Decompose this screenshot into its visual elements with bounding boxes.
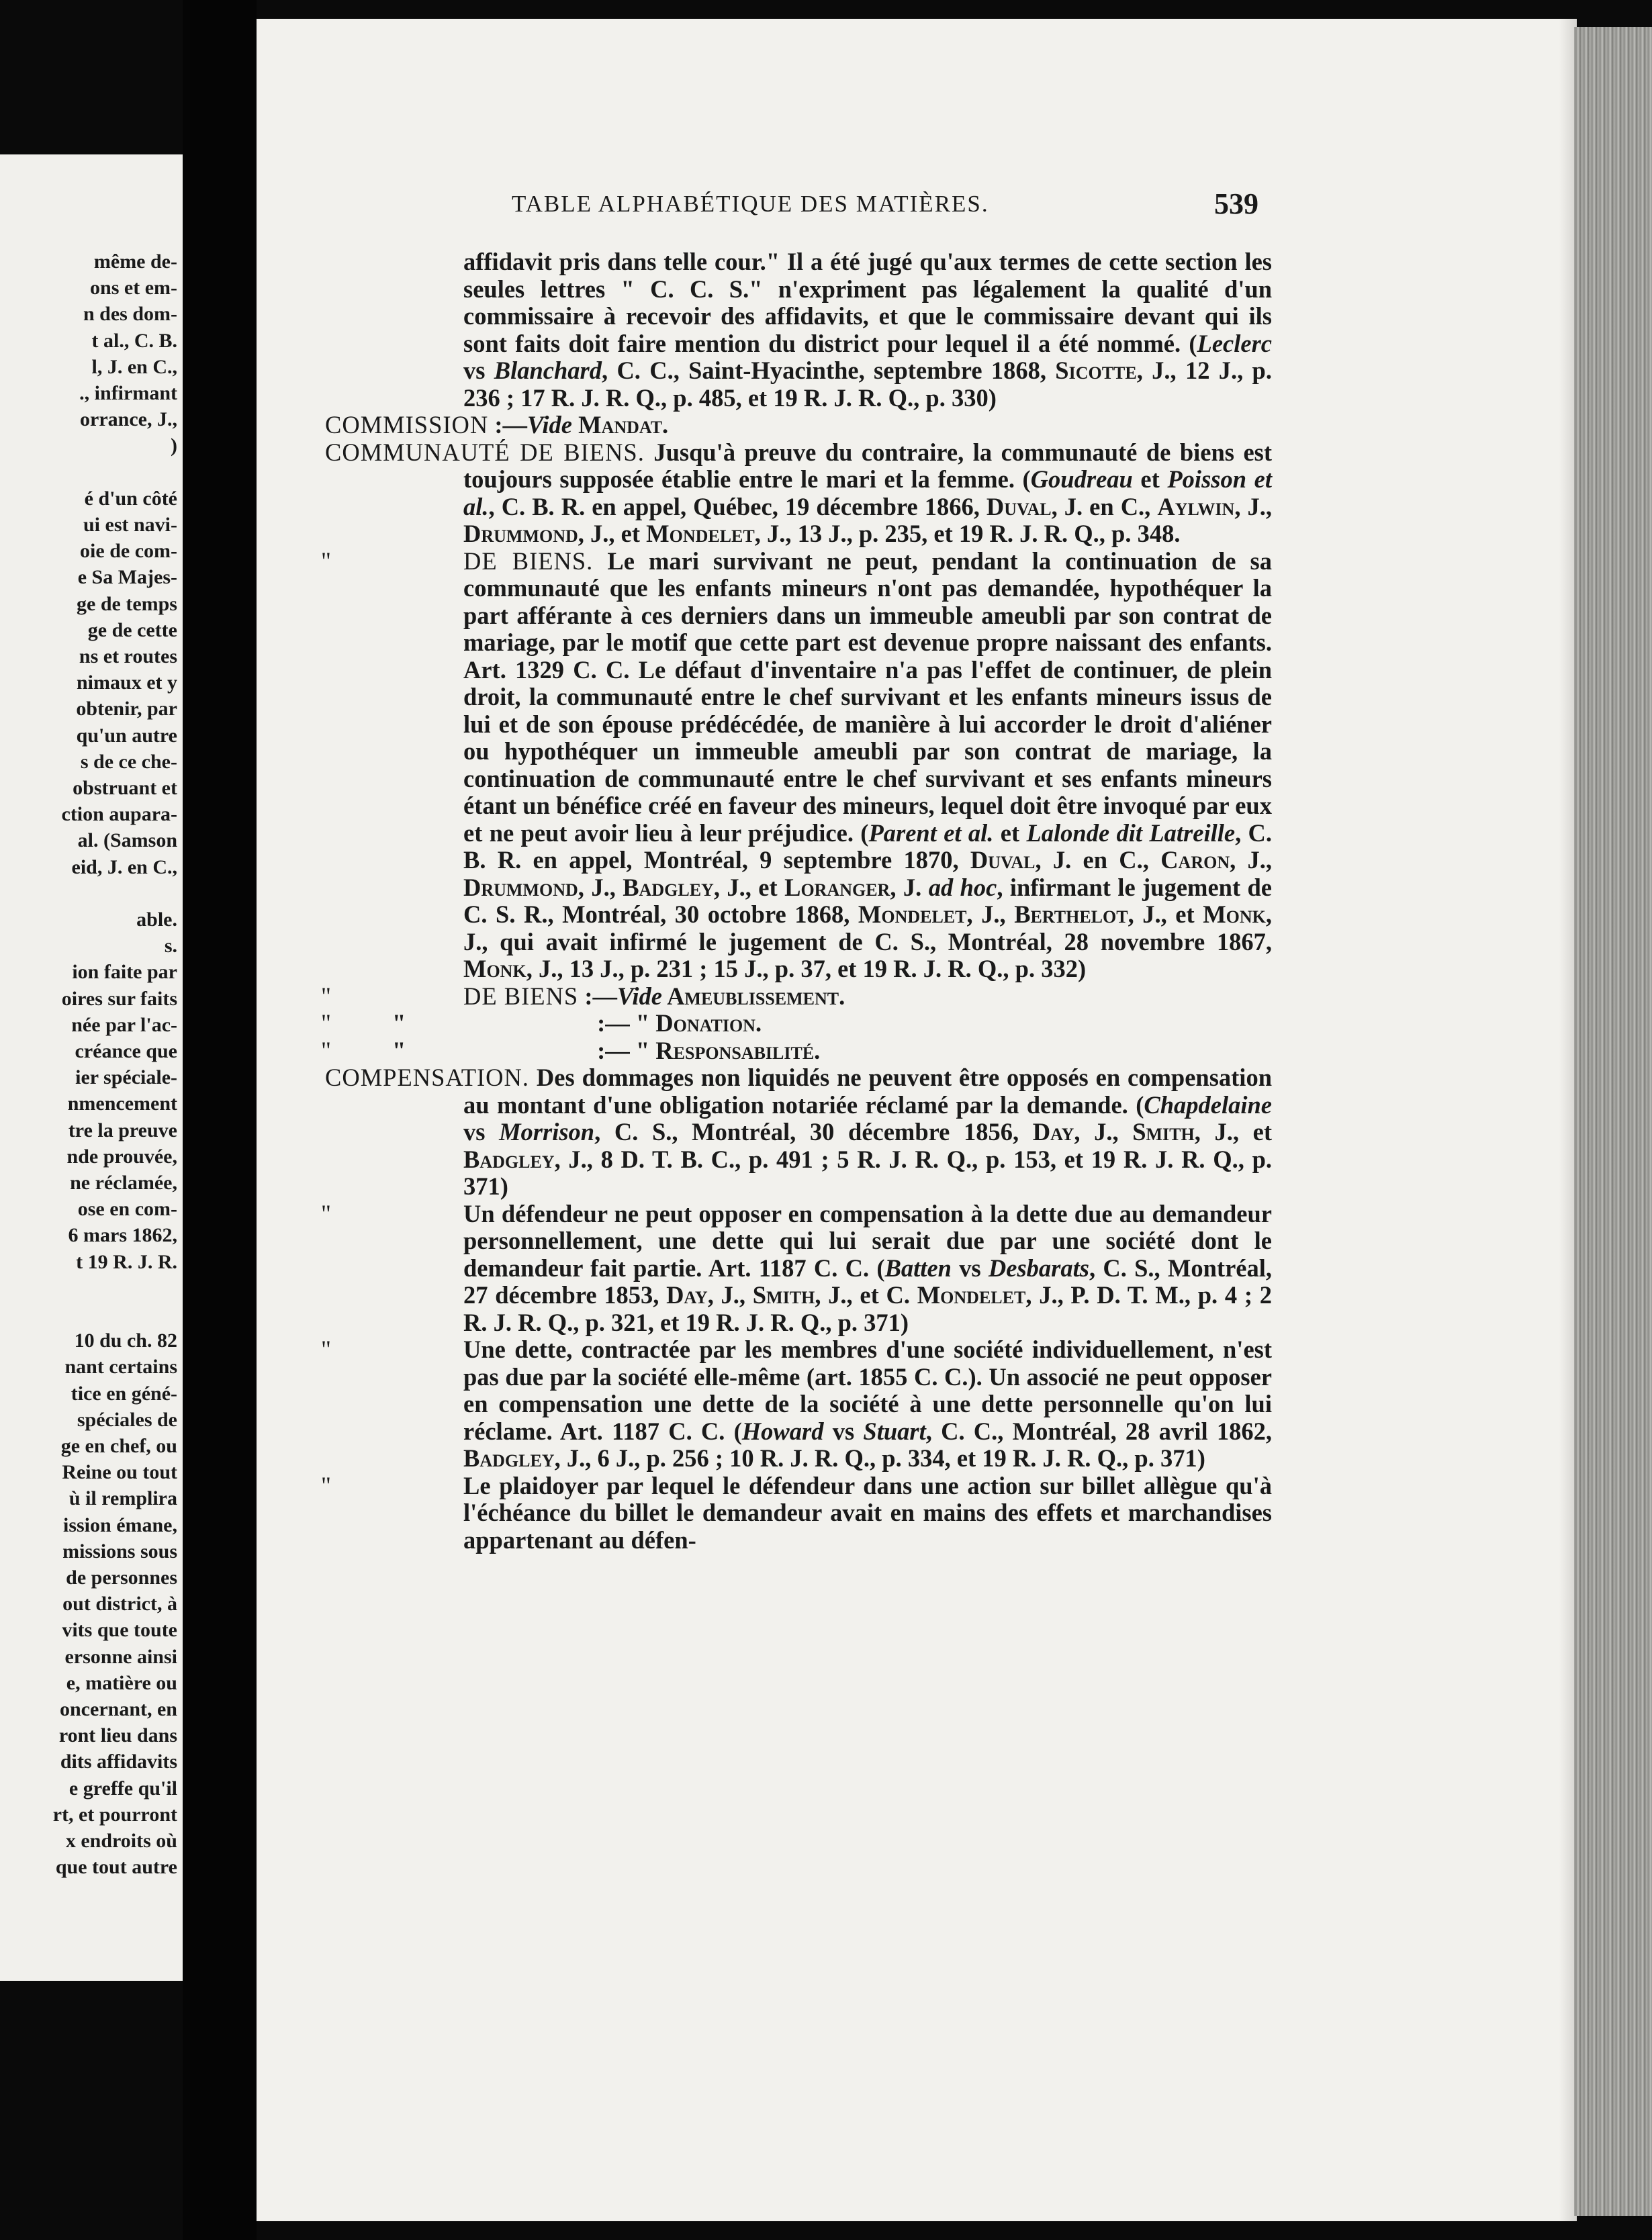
entry-keyword: COMMUNAUTÉ DE BIENS. <box>325 438 645 466</box>
left-page-line: ui est navi- <box>83 514 177 536</box>
left-page-line: ne réclamée, <box>70 1172 177 1194</box>
entry-de-biens-continuation: " DE BIENS. Le mari survivant ne peut, pendant la continuation de sa communauté que les enfants mineurs n'ont pas demandée, hypothéquer la part afférante à ces derniers dans un immeuble ameubli par son contrat de mariage, par le motif que cette part est devenue propre naissant des enfants. Art. 1329 C. C. Le défaut d'inventaire n'a pas l'effet de continuer, de plein droit, la communauté entre le chef survivant et les enfants mineurs issus de lui et de son épouse prédécédée, de manière à lui accorder le droit d'aliéner ou hypothéquer un immeuble ameubli par son contrat de mariage, la continuation de communauté entre le chef survivant et ses enfants mineurs étant un bénéfice créé en faveur des mineurs, lequel doit être invoqué par eux et ne peut avoir lieu à leur préjudice. (Parent et al. et Lalonde dit Latreille, C. B. R. en appel, Montréal, 9 septembre 1870, Duval, J. en C., Caron, J., Drummond, J., Badgley, J., et Loranger, J. ad hoc, infirmant le jugement de C. S. R., Montréal, 30 octobre 1868, Mondelet, J., Berthelot, J., et Monk, J., qui avait infirmé le jugement de C. S., Montréal, 28 novembre 1867, Monk, J., 13 J., p. 231 ; 15 J., p. 37, et 19 R. J. R. Q., p. 332) <box>321 547 1273 982</box>
ditto-mark: " <box>321 1009 331 1037</box>
left-page-line: s de ce che- <box>80 750 177 773</box>
left-page-line: créance que <box>75 1040 177 1062</box>
page-edge-stack <box>1574 27 1652 2216</box>
left-page-line: ge en chef, ou <box>60 1435 177 1457</box>
ditto-mark: " <box>321 1471 331 1499</box>
left-page-line: ., infirmant <box>79 382 177 404</box>
left-page-line: oncernant, en <box>60 1698 177 1720</box>
ditto-mark: " <box>321 1199 331 1227</box>
left-page-line: eid, J. en C., <box>71 855 177 878</box>
left-page-line: e greffe qu'il <box>68 1777 177 1800</box>
left-page-line: nimaux et y <box>77 671 177 694</box>
page-number: 539 <box>1214 187 1258 220</box>
left-page-line: ion faite par <box>72 961 177 984</box>
left-page-line: x endroits où <box>65 1830 177 1852</box>
left-page-line: ront lieu dans <box>58 1724 177 1747</box>
left-page-line: qu'un autre <box>76 724 177 747</box>
left-page-line: ge de cette <box>87 618 177 641</box>
left-page-line: obstruant et <box>73 777 177 799</box>
left-page-line: rt, et pourront <box>52 1803 177 1826</box>
left-page-line: nant certains <box>64 1356 177 1379</box>
ditto-mark: " <box>321 1036 331 1064</box>
left-page-line: al. (Samson <box>77 829 177 852</box>
left-page-line: é d'un côté <box>84 487 177 510</box>
left-page-line: orrance, J., <box>80 408 177 431</box>
entry-de-biens-vide-responsabilite: " " :— " Responsabilité. <box>321 1036 821 1064</box>
left-page-line: t al., C. B. <box>91 329 177 352</box>
entry-compensation-3: " Une dette, contractée par les membres d'une société individuellement, n'est pas due par la société elle-même (art. 1855 C. C.). Un associé ne peut opposer en compensation une dette de la société à une dette personnelle qu'on lui réclame. Art. 1187 C. C. (Howard vs Stuart, C. C., Montréal, 28 avril 1862, Badgley, J., 6 J., p. 256 ; 10 R. J. R. Q., p. 334, et 19 R. J. R. Q., p. 371) <box>321 1336 1272 1472</box>
left-page-line: de personnes <box>66 1567 177 1589</box>
left-page-line: out district, à <box>62 1593 177 1616</box>
left-page-line: née par l'ac- <box>71 1013 177 1036</box>
left-page-line: 6 mars 1862, <box>68 1224 177 1247</box>
left-page-line: tre la preuve <box>68 1119 177 1141</box>
running-header <box>512 187 1258 220</box>
left-page-line: nde prouvée, <box>66 1145 177 1168</box>
entry-compensation-4: " Le plaidoyer par lequel le défendeur dans une action sur billet allègue qu'à l'échéance du billet le demandeur avait en mains des effets et marchandises appartenant au défen- <box>321 1471 1272 1554</box>
left-page-line: même de- <box>93 250 177 273</box>
left-page-line: ns et routes <box>79 645 177 667</box>
entry-keyword: COMPENSATION. <box>325 1064 530 1091</box>
book-gutter <box>183 0 257 2240</box>
left-page-line: ction aupara- <box>61 803 177 826</box>
entry-keyword: DE BIENS <box>463 982 579 1010</box>
entry-de-biens-vide-ameublissement: " DE BIENS :—Vide Ameublissement. <box>321 982 845 1010</box>
ditto-mark: " <box>392 1009 406 1037</box>
left-page-line: e, matière ou <box>66 1671 177 1694</box>
left-page-line: spéciales de <box>77 1408 177 1431</box>
left-page-fragment <box>0 154 183 1981</box>
entry-commission: COMMISSION :—Vide Mandat. <box>325 411 669 438</box>
left-page-line: l, J. en C., <box>91 355 177 378</box>
entry-de-biens-vide-donation: " " :— " Donation. <box>321 1009 762 1037</box>
entry-affidavit-continuation: affidavit pris dans telle cour." Il a été jugé qu'aux termes de cette section les seules lettres " C. C. S." n'expriment pas légalement la qualité d'un commissaire à recevoir des affidavits, et que le commissaire devant qui ils sont faits doit faire mention du district pour lequel il a été nommé. (Leclerc vs Blanchard, C. C., Saint-Hyacinthe, septembre 1868, Sicotte, J., 12 J., p. 236 ; 17 R. J. R. Q., p. 485, et 19 R. J. R. Q., p. 330) <box>463 248 1272 412</box>
ditto-mark: " <box>321 1336 331 1363</box>
ditto-mark: " <box>392 1036 406 1064</box>
left-page-line: tice en géné- <box>71 1382 177 1405</box>
left-page-line: ge de temps <box>77 592 177 615</box>
left-page-line: ) <box>171 434 177 457</box>
index-content <box>321 248 1273 1554</box>
ditto-mark: " <box>321 547 331 575</box>
left-page-line: vits que toute <box>62 1619 177 1642</box>
left-page-line: Reine ou tout <box>62 1461 177 1484</box>
ditto-mark: " <box>321 982 331 1010</box>
left-page-line: s. <box>164 935 177 958</box>
left-page-line: ission émane, <box>62 1513 177 1536</box>
left-page-line: oie de com- <box>80 540 177 563</box>
left-page-line: ose en com- <box>77 1198 177 1221</box>
left-page-line: ersonne ainsi <box>64 1645 177 1668</box>
entry-keyword: COMMISSION <box>325 411 489 438</box>
left-page-line: que tout autre <box>55 1856 177 1879</box>
left-page-line: ù il remplira <box>68 1487 177 1510</box>
left-page-line: missions sous <box>62 1540 177 1562</box>
left-page-line: t 19 R. J. R. <box>76 1250 177 1273</box>
left-page-line: ons et em- <box>90 277 177 299</box>
entry-communaute-de-biens: COMMUNAUTÉ DE BIENS. Jusqu'à preuve du contraire, la communauté de biens est toujours supposée établie entre le mari et la femme. (Goudreau et Poisson et al., C. B. R. en appel, Québec, 19 décembre 1866, Duval, J. en C., Aylwin, J., Drummond, J., et Mondelet, J., 13 J., p. 235, et 19 R. J. R. Q., p. 348. <box>325 438 1273 547</box>
left-page-line: dits affidavits <box>60 1751 177 1773</box>
entry-compensation-2: " Un défendeur ne peut opposer en compensation à la dette due au demandeur personnellement, une dette qui lui serait due par une société dont le demandeur fait partie. Art. 1187 C. C. (Batten vs Desbarats, C. S., Montréal, 27 décembre 1853, Day, J., Smith, J., et C. Mondelet, J., P. D. T. M., p. 4 ; 2 R. J. R. Q., p. 321, et 19 R. J. R. Q., p. 371) <box>321 1199 1272 1336</box>
left-page-line: ier spéciale- <box>75 1066 177 1089</box>
left-page-line: e Sa Majes- <box>77 566 177 589</box>
left-page-line: nmencement <box>67 1092 177 1115</box>
left-page-line: obtenir, par <box>76 698 177 720</box>
left-page-line: n des dom- <box>83 303 177 326</box>
entry-keyword: DE BIENS. <box>463 547 594 575</box>
left-page-line: 10 du ch. 82 <box>74 1329 177 1352</box>
left-page-line: able. <box>136 908 177 931</box>
header-title: TABLE ALPHABÉTIQUE DES MATIÈRES. <box>512 191 989 217</box>
left-page-line: oires sur faits <box>61 987 177 1010</box>
entry-compensation: COMPENSATION. Des dommages non liquidés ne peuvent être opposés en compensation au montant d'une obligation notariée réclamé par la demande. (Chapdelaine vs Morrison, C. S., Montréal, 30 décembre 1856, Day, J., Smith, J., et Badgley, J., 8 D. T. B. C., p. 491 ; 5 R. J. R. Q., p. 153, et 19 R. J. R. Q., p. 371) <box>325 1064 1273 1200</box>
